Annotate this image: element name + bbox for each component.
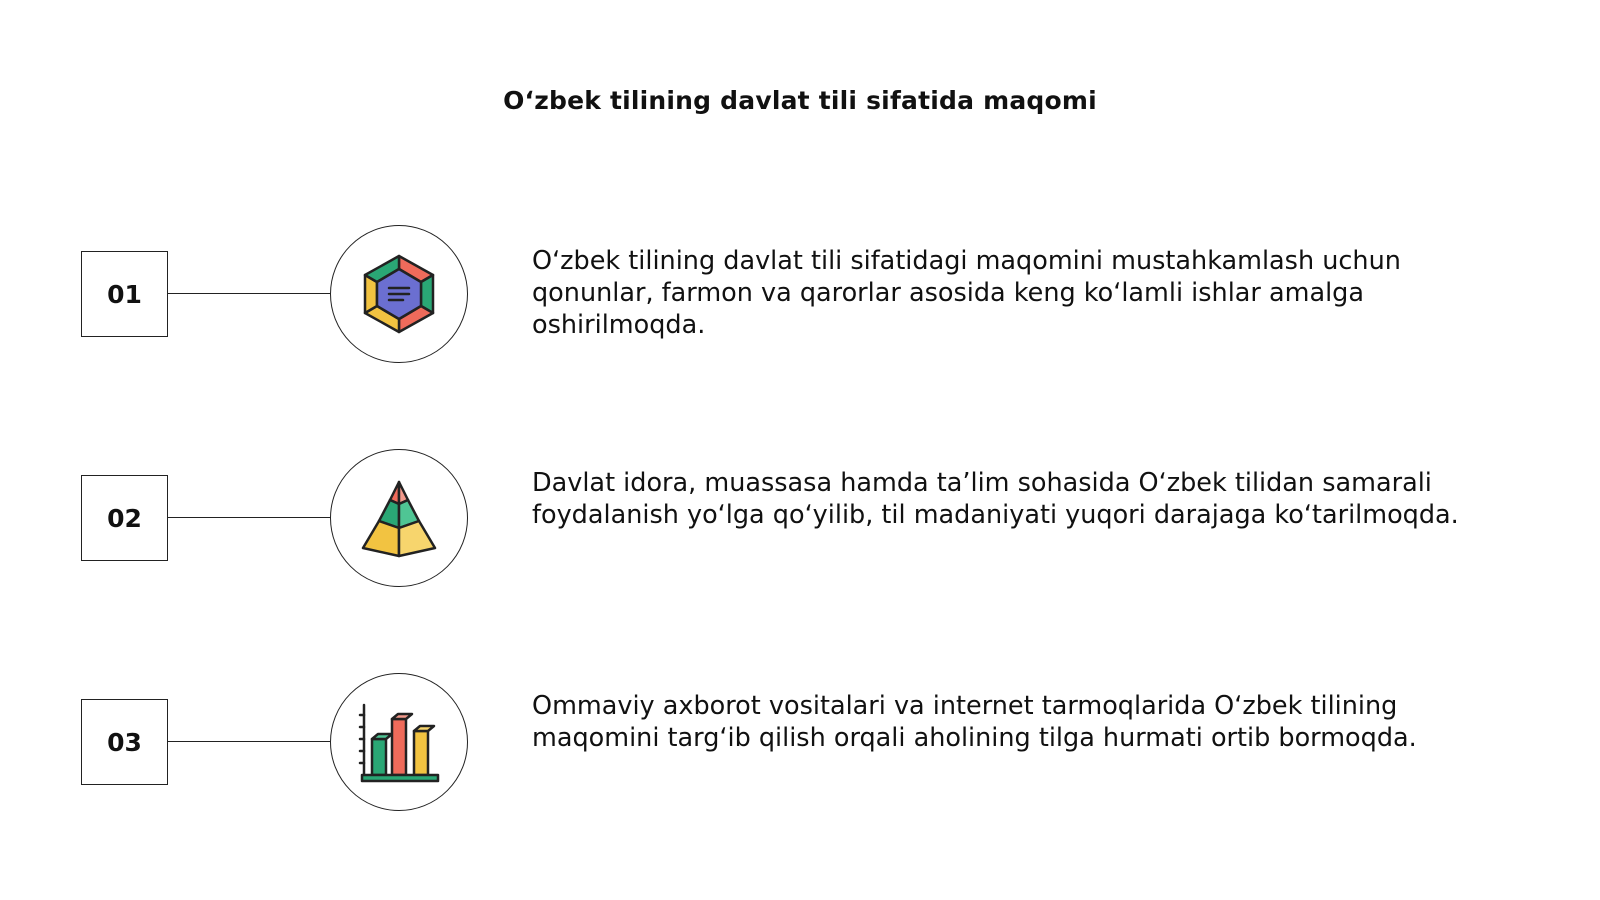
item-text: Ommaviy axborot vositalari va internet tarmoqlarida Oʻzbek tilining maqomini targʻib qilish orqali aholining tilga hurmati ortib bormoqda. <box>532 691 1417 753</box>
icon-circle <box>330 225 468 363</box>
bar-chart-icon <box>356 699 442 785</box>
icon-circle <box>330 449 468 587</box>
item-number-box <box>81 251 168 337</box>
connector-line <box>168 517 330 518</box>
item-number: 01 <box>107 279 142 309</box>
item-text: Oʻzbek tilining davlat tili sifatidagi maqomini mustahkamlash uchun qonunlar, farmon va qarorlar asosida keng koʻlamli ishlar amalga oshirilmoqda. <box>532 246 1401 340</box>
list-item <box>0 449 1600 589</box>
hexagon-document-icon <box>359 252 439 336</box>
item-number-box <box>81 699 168 785</box>
icon-circle <box>330 673 468 811</box>
list-item <box>0 225 1600 365</box>
list-item <box>0 673 1600 813</box>
pyramid-icon <box>357 476 441 560</box>
connector-line <box>168 293 330 294</box>
connector-line <box>168 741 330 742</box>
item-number-box <box>81 475 168 561</box>
page-title: Oʻzbek tilining davlat tili sifatida maqomi <box>503 86 1097 115</box>
item-number: 02 <box>107 503 142 533</box>
item-number: 03 <box>107 727 142 757</box>
item-text: Davlat idora, muassasa hamda ta’lim sohasida Oʻzbek tilidan samarali foydalanish yoʻlga qoʻyilib, til madaniyati yuqori darajaga koʻtarilmoqda. <box>532 468 1459 530</box>
